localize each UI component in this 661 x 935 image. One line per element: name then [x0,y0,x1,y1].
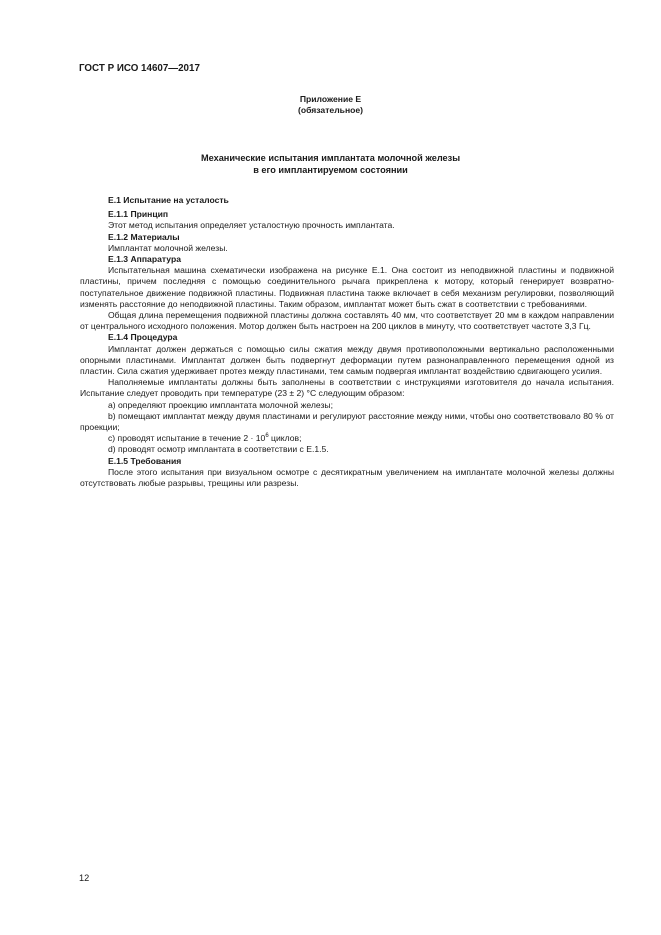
appendix-title: Приложение Е [299,94,362,104]
paragraph-e14-2: Наполняемые имплантаты должны быть заполнены в соответствии с инструкциями изготовителя до начала испытания. Испытание следует проводить при температуре (23 ± 2) °С следующим образом: [80,377,614,399]
document-body [80,195,614,489]
paragraph-e14-1: Имплантат должен держаться с помощью силы сжатия между двумя противоположными вертикально расположенными опорными пластинами. Имплантат должен быть подвергнут деформации путем разнонаправленного перемещения одной из пластин. Сила сжатия удерживает протез между пластинами, тем самым подвергая имплантат воздействию сдвигающего усилия. [80,343,614,377]
list-item-d: d) проводят осмотр имплантата в соответствии с Е.1.5. [108,444,329,455]
paragraph-e12: Имплантат молочной железы. [108,242,228,253]
list-item-c [80,433,614,444]
section-heading-e15: Е.1.5 Требования [108,455,182,466]
appendix-heading [0,94,661,116]
page-title-line-1: Механические испытания имплантата молочной железы [200,153,461,163]
page-title [0,152,661,176]
paragraph-e11: Этот метод испытания определяет усталостную прочность имплантата. [108,220,395,231]
section-heading-e13: Е.1.3 Аппаратура [108,254,181,265]
list-item-a: а) определяют проекцию имплантата молочной железы; [108,399,333,410]
list-item-c-text: с) проводят испытание в течение 2 · 10 [108,433,266,444]
appendix-subtitle: (обязательное) [297,105,364,115]
standard-header: ГОСТ Р ИСО 14607—2017 [79,63,200,74]
section-heading-e14: Е.1.4 Процедура [108,332,178,343]
page-title-line-2: в его имплантируемом состоянии [253,165,408,175]
list-item-c-exponent: 6 [265,433,269,440]
section-heading-e12: Е.1.2 Материалы [108,231,180,242]
paragraph-e13-2: Общая длина перемещения подвижной пластины должна составлять 40 мм, что соответствует 20 мм в каждом направлении от центрального исходного положения. Мотор должен быть настроен на 200 циклов в минуту, что соответствует частоте 3,3 Гц. [80,310,614,332]
list-item-b: b) помещают имплантат между двумя пластинами и регулируют расстояние между ними, чтобы оно соответствовало 80 % от проекции; [80,410,614,433]
list-item-c-tail: циклов; [268,433,302,444]
paragraph-e15: После этого испытания при визуальном осмотре с десятикратным увеличением на имплантате молочной железы должны отсутствовать любые разрывы, трещины или разрезы. [80,466,614,489]
section-heading-e11: Е.1.1 Принцип [108,209,169,220]
page-number: 12 [79,873,90,883]
paragraph-e13-1: Испытательная машина схематически изображена на рисунке Е.1. Она состоит из неподвижной пластины и подвижной пластины, причем последняя с помощью соединительного рычага прикреплена к мотору, который генерирует возвратно-поступательное движение подвижной пластины. Подвижная пластина также включает в себя механизм регулировки, позволяющий изменять расстояние до неподвижной пластины. Таким образом, имплантат может быть сжат в соответствии с требованиями. [80,265,614,309]
section-heading-e1: Е.1 Испытание на усталость [108,195,229,205]
